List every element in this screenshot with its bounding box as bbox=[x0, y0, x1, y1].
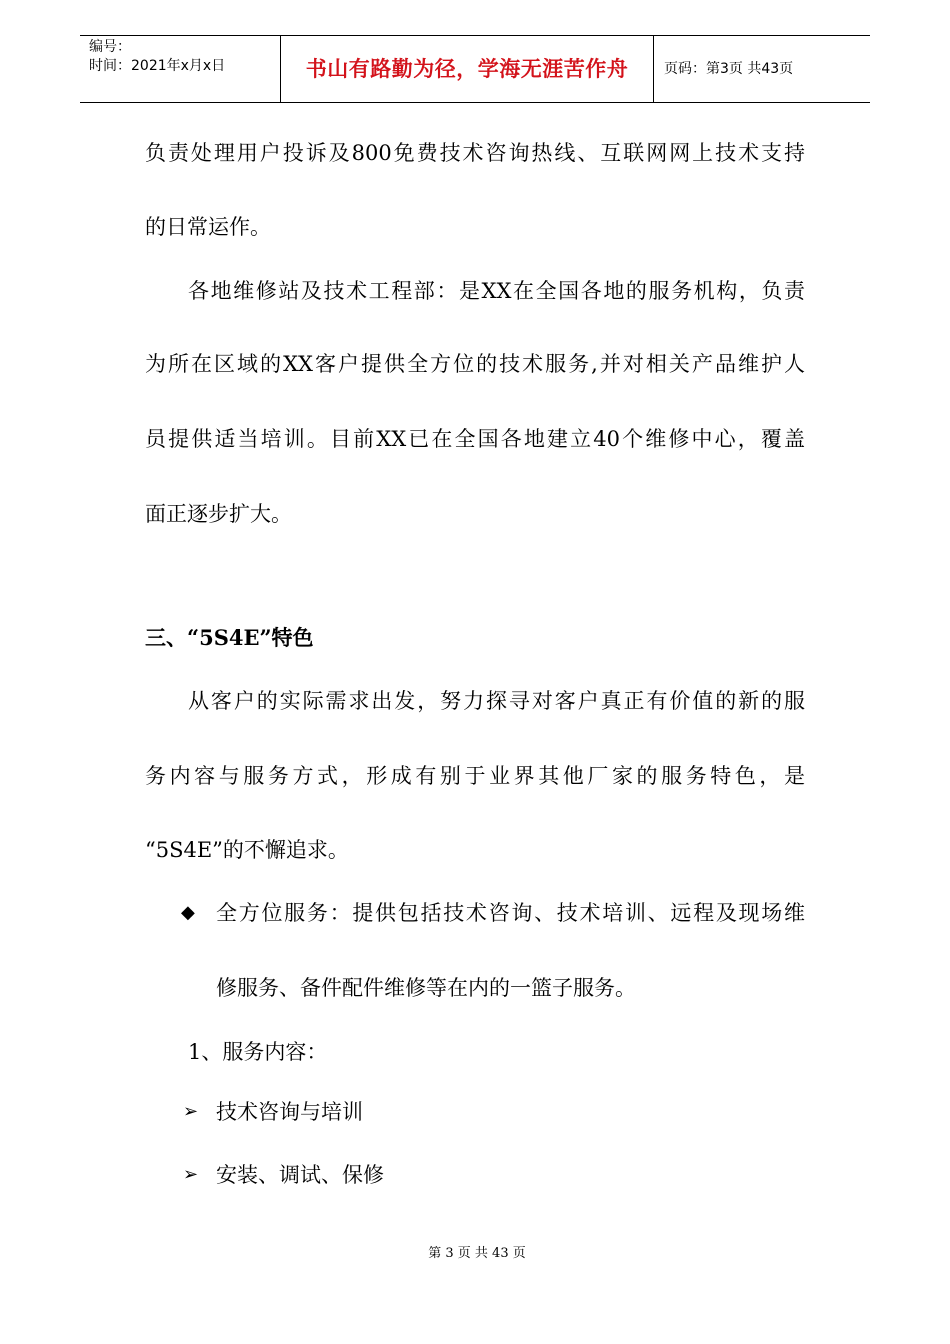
time-label: 时间：2021年x月x日 bbox=[89, 58, 226, 74]
body-text-line: 面正逐步扩大。 bbox=[145, 502, 292, 526]
header-page-code: 页码：第3页 共43页 bbox=[664, 61, 794, 77]
page-footer: 第 3 页 共 43 页 bbox=[428, 1246, 526, 1261]
subheading: 1、服务内容： bbox=[188, 1040, 328, 1064]
header-motto: 书山有路勤为径，学海无涯苦作舟 bbox=[280, 36, 654, 102]
page-header bbox=[80, 35, 870, 103]
diamond-bullet-icon: ◆ bbox=[181, 902, 195, 923]
header-meta bbox=[80, 36, 280, 102]
list-item: 技术咨询与培训 bbox=[216, 1100, 363, 1124]
body-text-line: 务内容与服务方式，形成有别于业界其他厂家的服务特色，是 bbox=[145, 764, 805, 788]
bullet-text-line: 修服务、备件配件维修等在内的一篮子服务。 bbox=[216, 976, 636, 1000]
number-label: 编号： bbox=[89, 39, 131, 55]
bullet-text-line: 全方位服务：提供包括技术咨询、技术培训、远程及现场维 bbox=[216, 901, 805, 925]
body-text-line: 的日常运作。 bbox=[145, 215, 271, 239]
body-text-line: 从客户的实际需求出发，努力探寻对客户真正有价值的新的服 bbox=[188, 689, 805, 713]
arrow-bullet-icon: ➢ bbox=[183, 1164, 199, 1185]
arrow-bullet-icon: ➢ bbox=[183, 1101, 199, 1122]
body-text-line: 各地维修站及技术工程部：是XX在全国各地的服务机构，负责 bbox=[188, 279, 805, 303]
section-heading: 三、“5S4E”特色 bbox=[145, 625, 314, 650]
body-text-line: 为所在区域的XX客户提供全方位的技术服务,并对相关产品维护人 bbox=[145, 352, 805, 376]
body-text-line: 负责处理用户投诉及800免费技术咨询热线、互联网网上技术支持 bbox=[145, 141, 805, 165]
body-text-line: 员提供适当培训。目前XX已在全国各地建立40个维修中心，覆盖 bbox=[145, 427, 805, 451]
list-item: 安装、调试、保修 bbox=[216, 1163, 384, 1187]
body-text-line: “5S4E”的不懈追求。 bbox=[145, 838, 349, 862]
